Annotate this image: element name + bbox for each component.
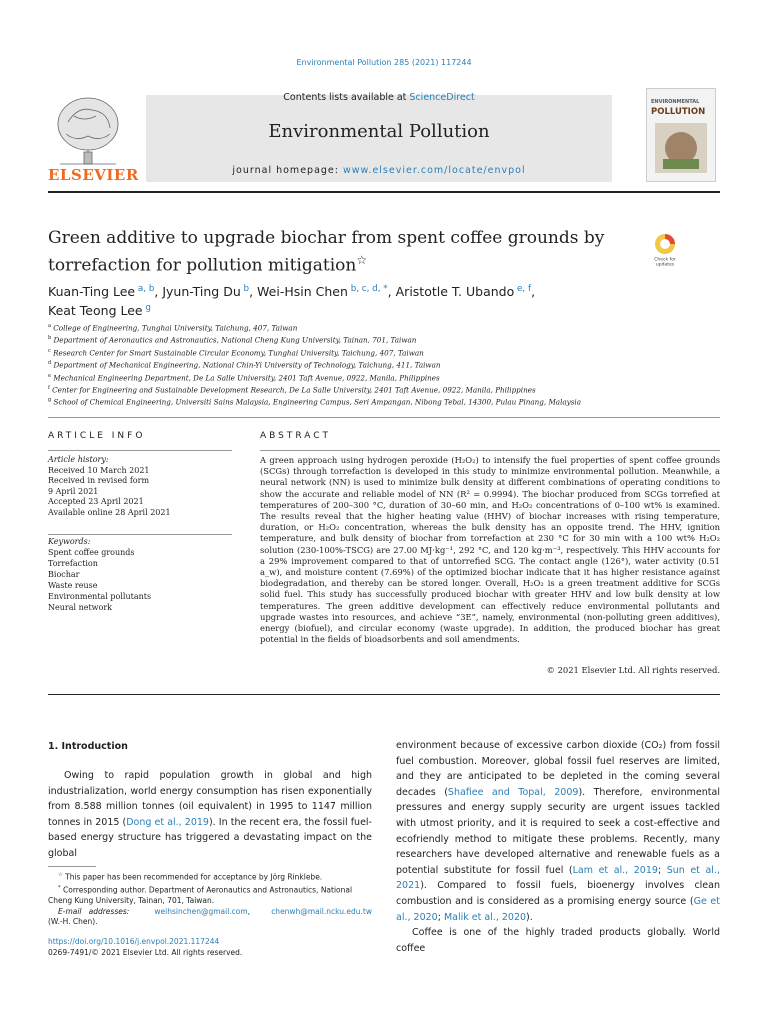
email-owner: (W.-H. Chen). [48,917,98,927]
title-footnote-mark[interactable]: ☆ [356,253,368,267]
homepage-line [146,165,612,176]
history-items [48,466,232,519]
check-for-updates-icon[interactable] [646,230,684,268]
abstract-heading: ABSTRACT [260,431,332,441]
author-name[interactable]: Kuan-Ting Lee [48,284,136,300]
history-item: Received in revised form [48,476,150,486]
keywords [48,536,232,613]
cover-top-text: ENVIRONMENTAL [651,99,700,105]
intro-text: ). Compared to fossil fuels, bioenergy involves clean combustion and is considered as a promising energy source ( [396,880,720,907]
footnote-2: * Corresponding author. Department of Aeronautics and Astronautics, National Cheng Kung University, Tainan, 701, Taiwan. [48,885,353,906]
footnote-emails: E-mail addresses: weihsinchen@gmail.com, chenwh@mail.ncku.edu.tw (W.-H. Chen). [48,906,372,927]
contents-prefix: Contents lists available at [283,92,410,103]
keyword-item: Torrefaction [48,559,98,568]
history-item: 9 April 2021 [48,486,99,496]
abstract-text: A green approach using hydrogen peroxide (H₂O₂) to intensify the fuel properties of spent coffee grounds (SCGs) through torrefaction is developed in this study to minimize environmental pollution. Meanwhile, a neural network (NN) is used to minimize bulk density at different combinations of operating conditions to show the accurate and reliable model of NN (R² = 0.9994). The biochar produced from SCGs torrefied at temperatures of 200–300 °C, duration of 30–60 min, and H₂O₂ concentrations of 0–100 wt% is examined. The results reveal that the higher heating value (HHV) of biochar increases with rising temperature, duration, or H₂O₂ concentration, whereas the bulk density has an opposite trend. The HHV, ignition temperature, and bulk density of biochar from torrefaction at 230 °C for 30 min with a 100 wt% H₂O₂ solution (230-100%-TSCG) are 27.00 MJ·kg⁻¹, 292 °C, and 120 kg·m⁻³, respectively. This HHV accounts for a 29% improvement compared to that of untorrefied SCG. The contact angle (126°), water activity (0.51 a_w), and moisture content (7.69%) of the optimized biochar indicate that it has higher resistance against biodegradation, and thereby can be stored longer. Overall, H₂O₂ is a green treatment additive for SCGs solid fuel. This study has successfully produced biochar with greater HHV and low bulk density at low temperatures. The green additive development can effectively reduce environmental pollutants and upgrade wastes into resources, and achieve “3E”, namely, environmental (non-polluting green additives), energy (biofuel), and circular economy (waste upgrade). In addition, the produced biochar has great potential in the fields of bioadsorbents and soil amendments. [260,455,720,645]
affiliation-item: $^e$ Mechanical Engineering Department, De La Salle University, 2401 Taft Avenue, 0922, Manila, Philippines [48,372,440,382]
check-updates-label-2: updates [655,262,675,268]
affiliation-item: $^c$ Research Center for Smart Sustainable Circular Economy, Tunghai University, Taichung, 407, Taiwan [48,347,424,358]
author-affiliation-mark[interactable]: a, b [135,284,155,294]
keywords-rule [48,534,232,535]
footnote-rule [48,866,96,867]
keyword-item: Environmental pollutants [48,592,152,601]
article-title-text: Green additive to upgrade biochar from spent coffee grounds by torrefaction for pollution mitigation [48,228,605,276]
author-name[interactable]: Jyun-Ting Du [162,284,241,300]
intro-text: ). [526,911,533,923]
footnote-2-text: Corresponding author. Department of Aeronautics and Astronautics, National Cheng Kung University, Tainan, 701, Taiwan. [48,885,353,906]
keyword-items [48,547,232,613]
author-name[interactable]: Keat Teong Lee [48,303,143,319]
intro-paragraph-2: Coffee is one of the highly traded products globally. World coffee [396,927,720,954]
ref-separator: ; [657,864,667,876]
author-affiliation-mark[interactable]: g [142,303,151,314]
check-updates-label-1: Check for [654,257,676,263]
journal-citation[interactable]: Environmental Pollution 285 (2021) 117244 [296,58,472,67]
doi-block [48,937,372,958]
introduction-heading: 1. Introduction [48,741,128,752]
cover-image [655,123,707,173]
ref-link[interactable]: Ge et al., 2020 [396,895,721,923]
author-name[interactable]: Aristotle T. Ubando [395,284,515,300]
section-rule [48,417,720,418]
intro-text: ). In the recent era, the fossil fuel-based energy structure has triggered a devastating impact on the global [48,816,372,859]
abstract-rule [260,450,720,451]
sciencedirect-link[interactable]: ScienceDirect [409,92,475,103]
author-affiliation-mark[interactable]: b [240,284,250,294]
contents-line [146,92,612,103]
keywords-label: Keywords: [48,537,91,546]
ref-link[interactable]: Malik et al., 2020 [443,911,527,923]
keyword-item: Spent coffee grounds [48,548,135,557]
keyword-item: Waste reuse [48,581,98,590]
intro-text: Owing to rapid population growth in global and high industrialization, world energy consumption has risen exponentially from 8.588 million tonnes (oil equivalent) in 1995 to 1147 million tonnes in 2015 ( [48,770,372,828]
email-link-1[interactable]: weihsinchen@gmail.com [154,906,248,916]
issn-line: 0269-7491/© 2021 Elsevier Ltd. All rights reserved. [48,947,243,957]
affiliation-item: $^f$ Center for Engineering and Sustainable Development Research, De La Salle University, 2401 Taft Avenue, 0922, Manila, Philippines [48,384,536,395]
email-link-2[interactable]: chenwh@mail.ncku.edu.tw [271,906,372,916]
affiliation-item: $^g$ School of Chemical Engineering, Universiti Sains Malaysia, Engineering Campus, Seri Ampangan, Nibong Tebal, 14300, Pulau Pinang, Malaysia [48,397,582,407]
homepage-link[interactable]: www.elsevier.com/locate/envpol [342,165,526,176]
footnote-1: ☆ This paper has been recommended for acceptance by Jörg Rinklebe. [58,872,323,882]
intro-right-column [396,738,720,956]
article-info-heading: ARTICLE INFO [48,431,146,441]
journal-cover[interactable] [646,88,716,182]
email-label: E-mail addresses: [58,906,130,916]
intro-text: environment because of excessive carbon dioxide (CO₂) from fossil fuel combustion. Moreover, global fossil fuel reserves are limited, and they are anticipated to be depleted in the coming several decades ( [396,740,720,798]
history-item: Available online 28 April 2021 [48,507,171,517]
doi-link[interactable]: https://doi.org/10.1016/j.envpol.2021.117244 [48,937,220,946]
ref-link[interactable]: Lam et al., 2019 [572,864,658,876]
intro-left-column [48,768,372,862]
header-rule [48,191,720,193]
ref-link[interactable]: Dong et al., 2019 [126,816,209,828]
body-rule [48,694,720,695]
abstract-copyright: © 2021 Elsevier Ltd. All rights reserved. [546,665,720,675]
cover-title: POLLUTION [651,107,706,117]
author-list: Kuan-Ting Lee $^{a, b}$, Jyun-Ting Du $^b$, Wei-Hsin Chen $^{b, c, d, *}$, Aristotle T. Ubando $^{e, f}$, Keat Teong Lee $^g$ [48,284,536,319]
affiliation-item: $^b$ Department of Aeronautics and Astronautics, National Cheng Kung University, Tainan, 701, Taiwan [48,335,417,345]
ref-link[interactable]: Shafiee and Topal, 2009 [447,786,579,798]
author-affiliation-mark[interactable]: b, c, d, * [347,284,388,294]
author-affiliation-mark[interactable]: e, f [514,284,532,294]
homepage-prefix: journal homepage: [232,165,343,176]
info-rule [48,450,232,451]
publisher-name: ELSEVIER [48,166,139,184]
history-item: Accepted 23 April 2021 [48,497,144,507]
affiliation-list [48,321,728,408]
history-label: Article history: [48,455,109,464]
footnote-1-text: This paper has been recommended for acceptance by Jörg Rinklebe. [65,872,323,882]
intro-text: ). Therefore, environmental pressures and energy supply security are urgent issues tackled with utmost priority, and it is required to seek a cost-effective and ecofriendly method to mitigate these problems. Recently, many researchers have developed alternative and renewable fuels as a potential substitute for fossil fuel ( [396,786,720,876]
history-item: Received 10 March 2021 [48,465,150,475]
author-name[interactable]: Wei-Hsin Chen [257,284,348,300]
article-history [48,455,232,519]
article-title [48,227,608,277]
affiliation-item: $^a$ College of Engineering, Tunghai University, Taichung, 407, Taiwan [48,323,298,333]
affiliation-item: $^d$ Department of Mechanical Engineering, National Chin-Yi University of Technology, Taichung, 411, Taiwan [48,360,441,370]
keyword-item: Biochar [48,570,80,579]
ref-separator: ; [437,911,444,923]
footnotes [48,870,372,928]
keyword-item: Neural network [48,603,113,612]
ref-link[interactable]: Sun et al., 2021 [396,864,720,892]
journal-name: Environmental Pollution [268,121,490,142]
